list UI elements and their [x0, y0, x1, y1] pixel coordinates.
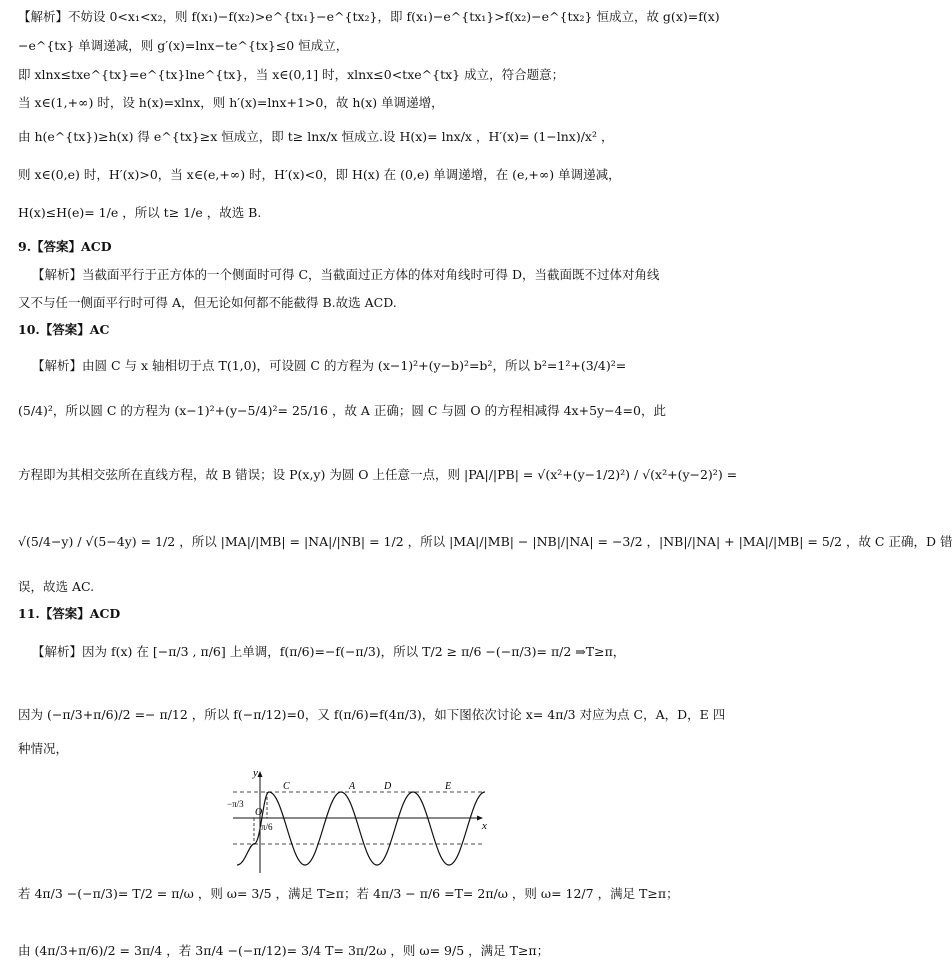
text-line: 即 xlnx≤txe^{tx}=e^{tx}lne^{tx}，当 x∈(0,1] 时，xlnx≤0<txe^{tx} 成立，符合题意； — [18, 67, 565, 82]
text-line: 由 (4π/3+π/6)/2 = 3π/4 ，若 3π/4 −(−π/12)= 3/4 T= 3π/2ω ，则 ω= 9/5 ，满足 T≥π； — [18, 943, 550, 958]
text-line: 当 x∈(1,+∞) 时，设 h(x)=xlnx，则 h′(x)=lnx+1>0，故 h(x) 单调递增， — [18, 95, 444, 110]
text-line: 【解析】当截面平行于正方体的一个侧面时可得 C，当截面过正方体的体对角线时可得 D，当截面既不过体对角线 — [32, 267, 660, 282]
point-d-label: D — [384, 781, 392, 792]
sinusoid-curve — [237, 792, 485, 865]
origin-label: O — [255, 807, 263, 818]
answer-heading: 9.【答案】ACD — [18, 239, 112, 254]
text-line: 误，故选 AC. — [18, 579, 95, 594]
text-line: 又不与任一侧面平行时可得 A，但无论如何都不能截得 B.故选 ACD. — [18, 295, 397, 310]
y-axis-arrow — [258, 771, 263, 777]
answer-heading: 11.【答案】ACD — [18, 606, 121, 621]
text-line: 则 x∈(0,e) 时，H′(x)>0，当 x∈(e,+∞) 时，H′(x)<0，即 H(x) 在 (0,e) 单调递增，在 (e,+∞) 单调递减， — [18, 167, 621, 182]
text-line: −e^{tx} 单调递减，则 g′(x)=lnx−te^{tx}≤0 恒成立， — [18, 38, 349, 53]
point-c-label: C — [283, 781, 290, 792]
neg-pi-third-label: −π/3 — [227, 799, 244, 809]
text-line: 【解析】因为 f(x) 在 [−π/3 , π/6] 上单调，f(π/6)=−f(−π/3)，所以 T/2 ≥ π/6 −(−π/3)= π/2 ⇒T≥π， — [32, 644, 626, 659]
text-line: 方程即为其相交弦所在直线方程，故 B 错误；设 P(x,y) 为圆 O 上任意一点，则 |PA|/|PB| = √(x²+(y−1/2)²) / √(x²+(y−2)²) = — [18, 467, 738, 482]
text-line: 【解析】由圆 C 与 x 轴相切于点 T(1,0)，可设圆 C 的方程为 (x−1)²+(y−b)²=b²，所以 b²=1²+(3/4)²= — [32, 358, 627, 373]
text-line: 若 4π/3 −(−π/3)= T/2 = π/ω ，则 ω= 3/5 ，满足 T≥π；若 4π/3 − π/6 =T= 2π/ω ，则 ω= 12/7 ，满足 T≥π； — [18, 886, 679, 901]
answer-heading: 10.【答案】AC — [18, 322, 110, 337]
point-e-label: E — [445, 781, 452, 792]
text-line: 因为 (−π/3+π/6)/2 =− π/12 ，所以 f(−π/12)=0，又 f(π/6)=f(4π/3)，如下图依次讨论 x= 4π/3 对应为点 C，A，D，E 四 — [18, 707, 726, 722]
pi-sixth-label: π/6 — [261, 822, 273, 832]
text-line: 【解析】不妨设 0<x₁<x₂，则 f(x₁)−f(x₂)>e^{tx₁}−e^{tx₂}，即 f(x₁)−e^{tx₁}>f(x₂)−e^{tx₂} 恒成立，故 g(x)=f(x) — [18, 9, 720, 24]
y-axis-label: y — [253, 767, 258, 779]
text-line: H(x)≤H(e)= 1/e ，所以 t≥ 1/e ，故选 B. — [18, 205, 262, 220]
point-a-label: A — [349, 781, 356, 792]
text-line: 由 h(e^{tx})≥h(x) 得 e^{tx}≥x 恒成立，即 t≥ lnx/x 恒成立.设 H(x)= lnx/x ，H′(x)= (1−lnx)/x² ， — [18, 129, 614, 144]
x-axis-label: x — [482, 820, 487, 832]
sinusoid-graph — [225, 765, 495, 877]
text-line: (5/4)²，所以圆 C 的方程为 (x−1)²+(y−5/4)²= 25/16 ，故 A 正确；圆 C 与圆 O 的方程相减得 4x+5y−4=0，此 — [18, 403, 666, 418]
text-line: √(5/4−y) / √(5−4y) = 1/2 ，所以 |MA|/|MB| = |NA|/|NB| = 1/2 ，所以 |MA|/|MB| − |NB|/|NA| = −3/2 ，|NB|/|NA| + |MA|/|MB| = 5/2 ，故 C 正确，D 错 — [18, 534, 952, 549]
text-line: 种情况， — [18, 741, 69, 756]
